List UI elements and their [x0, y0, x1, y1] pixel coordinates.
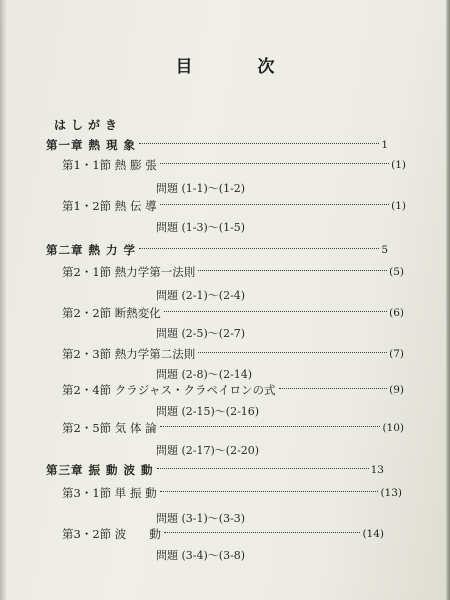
- toc-page-number: (5): [389, 266, 404, 278]
- toc-page-number: (13): [380, 487, 402, 499]
- toc-problems-2-5[interactable]: 問題 (2-17)～(2-20): [156, 444, 260, 457]
- toc-page-number: (1): [391, 200, 406, 212]
- toc-page-number: (14): [362, 528, 384, 540]
- toc-problems-1-2[interactable]: 問題 (1-3)～(1-5): [156, 221, 246, 234]
- toc-problems-3-1[interactable]: 問題 (3-1)～(3-3): [156, 512, 246, 525]
- toc-entry-label: 第三章 振 動 波 動: [46, 463, 154, 477]
- toc-problems-3-2[interactable]: 問題 (3-4)～(3-8): [156, 549, 246, 562]
- leader-dots: [160, 426, 381, 427]
- toc-section-3-1[interactable]: [62, 485, 402, 501]
- leader-dots: [160, 491, 379, 492]
- toc-section-2-4[interactable]: [62, 382, 404, 398]
- leader-dots: [198, 270, 387, 271]
- toc-chapter-3[interactable]: [46, 462, 384, 478]
- toc-page-number: (7): [389, 348, 404, 360]
- toc-entry-label: 第3・1節 単 振 動: [62, 486, 157, 500]
- toc-section-3-2[interactable]: [62, 526, 384, 542]
- leader-dots: [160, 163, 390, 164]
- toc-problems-1-1[interactable]: 問題 (1-1)～(1-2): [156, 182, 246, 195]
- leader-dots: [279, 388, 388, 389]
- toc-problems-2-1[interactable]: 問題 (2-1)～(2-4): [156, 289, 246, 302]
- toc-page-number: (10): [382, 422, 404, 434]
- toc-entry-label: 第1・2節 熱 伝 導: [62, 199, 157, 213]
- toc-chapter-1[interactable]: [46, 137, 388, 153]
- leader-dots: [139, 248, 379, 249]
- toc-entry-label: 第2・2節 断熱変化: [62, 306, 161, 320]
- toc-page-number: (9): [389, 384, 404, 396]
- toc-section-2-3[interactable]: [62, 346, 404, 362]
- leader-dots: [164, 311, 387, 312]
- toc-entry-label: 第1・1節 熱 膨 張: [62, 158, 157, 172]
- toc-page-number: (6): [389, 307, 404, 319]
- toc-page-number: 13: [370, 464, 384, 476]
- toc-page-number: (1): [391, 159, 406, 171]
- leader-dots: [198, 352, 387, 353]
- toc-entry-label: 第2・4節 クラジャス・クラペイロンの式: [62, 383, 276, 397]
- page-title: 目 次: [175, 57, 299, 77]
- toc-entry-label: 第2・3節 熱力学第二法則: [62, 347, 196, 361]
- leader-dots: [160, 204, 390, 205]
- toc-page-number: 5: [381, 244, 388, 256]
- toc-page-number: 1: [381, 139, 388, 151]
- toc-section-1-1[interactable]: [62, 157, 406, 173]
- toc-intro: はしがき: [54, 118, 123, 132]
- toc-entry-label: 第2・5節 気 体 論: [62, 421, 157, 435]
- toc-entry-label: 第3・2節 波 動: [62, 527, 161, 541]
- toc-entry-label: 第一章 熱 現 象: [46, 138, 137, 152]
- toc-entry-label: 第二章 熱 力 学: [46, 243, 137, 257]
- leader-dots: [164, 532, 361, 533]
- page-left-edge: [0, 0, 6, 600]
- toc-section-2-1[interactable]: [62, 264, 404, 280]
- page-right-edge: [446, 0, 450, 600]
- toc-section-2-2[interactable]: [62, 305, 404, 321]
- leader-dots: [139, 143, 379, 144]
- toc-problems-2-2[interactable]: 問題 (2-5)～(2-7): [156, 327, 246, 340]
- toc-section-1-2[interactable]: [62, 198, 406, 214]
- toc-section-2-5[interactable]: [62, 420, 404, 436]
- leader-dots: [157, 468, 369, 469]
- toc-problems-2-4[interactable]: 問題 (2-15)～(2-16): [156, 405, 260, 418]
- toc-entry-label: 第2・1節 熱力学第一法則: [62, 265, 196, 279]
- toc-chapter-2[interactable]: [46, 242, 388, 258]
- toc-problems-2-3[interactable]: 問題 (2-8)～(2-14): [156, 368, 253, 381]
